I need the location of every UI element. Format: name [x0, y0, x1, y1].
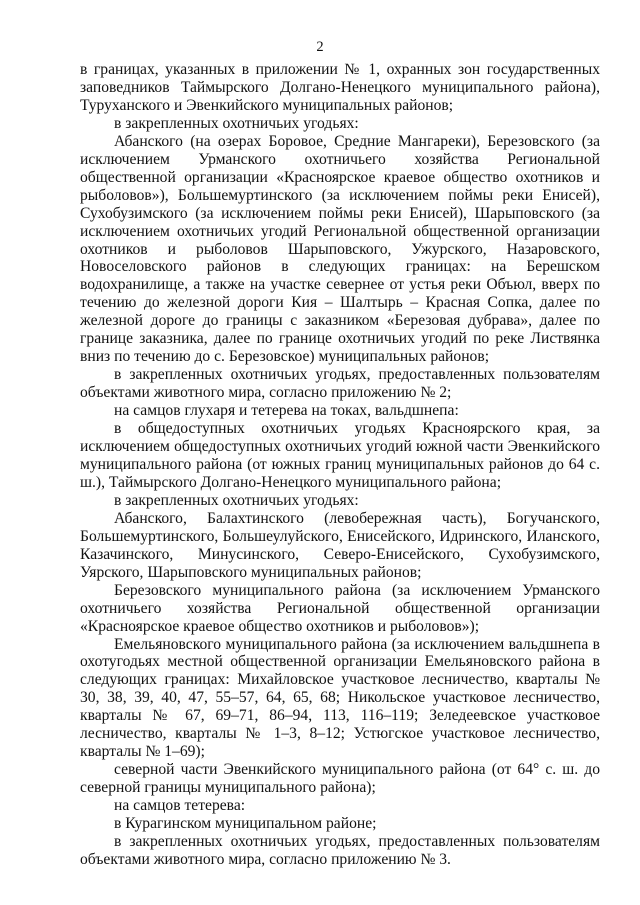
paragraph: северной части Эвенкийского муниципального района (от 64° с. ш. до северной границы муниципального района);: [80, 761, 600, 797]
paragraph: Абанского, Балахтинского (левобережная часть), Богучанского, Большемуртинского, Большеулуйского, Енисейского, Идринского, Иланского, Казачинского, Минусинского, Северо-Енисейского, Сухобузимского, Уярского, Шарыповского муниципальных районов;: [80, 509, 600, 581]
paragraph: на самцов тетерева:: [114, 797, 246, 815]
paragraph: в закрепленных охотничьих угодьях:: [114, 114, 359, 132]
paragraph: в Курагинском муниципальном районе;: [114, 815, 377, 833]
paragraph: на самцов глухаря и тетерева на токах, вальдшнепа:: [114, 402, 459, 420]
paragraph: Абанского (на озерах Боровое, Средние Мангареки), Березовского (за исключением Урманского охотничьего хозяйства Региональной общественной организации «Красноярское краевое общество охотников и рыболовов»), Большемуртинского (за исключением поймы реки Енисей), Сухобузимского (за исключением поймы реки Енисей), Шарыповского (за исключением охотничьих угодий Региональной общественной организации охотников и рыболовов Шарыповского, Ужурского, Назаровского, Новоселовского районов в следующих границах: на Берешском водохранилище, а также на участке севернее от устья реки Объюл, вверх по течению до железной дороги Кия – Шалтырь – Красная Сопка, далее по железной дороге до границы с заказником «Березовая дубрава», далее по границе заказника, далее по границе охотничьих угодий по реке Листвянка вниз по течению до с. Березовское) муниципальных районов;: [80, 132, 600, 366]
document-body: [80, 61, 600, 869]
page-number: 2: [316, 39, 324, 55]
paragraph: в закрепленных охотничьих угодьях, предоставленных пользователям объектами животного мира, согласно приложению № 2;: [80, 366, 600, 402]
paragraph: Березовского муниципального района (за исключением Урманского охотничьего хозяйства Региональной общественной организации «Красноярское краевое общество охотников и рыболовов»);: [80, 581, 600, 635]
paragraph: Емельяновского муниципального района (за исключением вальдшнепа в охотугодьях местной общественной организации Емельяновского района в следующих границах: Михайловское участковое лесничество, кварталы № 30, 38, 39, 40, 47, 55–57, 64, 65, 68; Никольское участковое лесничество, кварталы № 67, 69–71, 86–94, 113, 116–119; Зеледеевское участковое лесничество, кварталы № 1–3, 8–12; Устюгское участковое лесничество, кварталы № 1–69);: [80, 635, 600, 761]
paragraph: в границах, указанных в приложении № 1, охранных зон государственных заповедников Таймырского Долгано-Ненецкого муниципального района), Туруханского и Эвенкийского муниципальных районов;: [80, 61, 600, 114]
paragraph: в закрепленных охотничьих угодьях, предоставленных пользователям объектами животного мира, согласно приложению № 3.: [80, 832, 600, 868]
paragraph: в закрепленных охотничьих угодьях:: [114, 491, 359, 509]
paragraph: в общедоступных охотничьих угодьях Красноярского края, за исключением общедоступных охотничьих угодий южной части Эвенкийского муниципального района (от южных границ муниципальных районов до 64 с. ш.), Таймырского Долгано-Ненецкого муниципального района;: [80, 420, 600, 491]
